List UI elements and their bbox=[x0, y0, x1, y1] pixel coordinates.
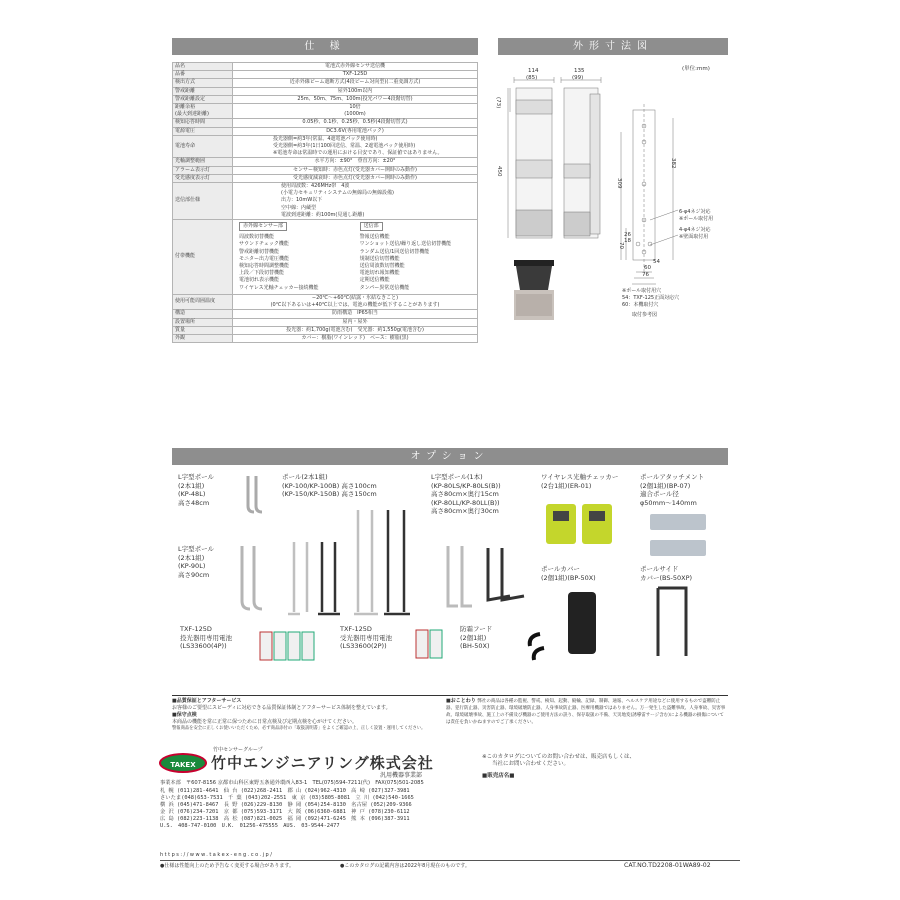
spec-row bbox=[173, 174, 478, 182]
spec-row bbox=[173, 310, 478, 318]
division-name: 汎用機器事業部 bbox=[380, 772, 423, 779]
spec-value: 投光器側=約3年(常温、4遮電池パック使用時) 受光器側=約3年(1日100回送信、常温、2遮電池パック使用時) ※電池寿命は常温時での運用における目安であり、保証値ではありません。 bbox=[233, 135, 478, 158]
note-4: ※壁面取付用 bbox=[679, 234, 709, 240]
spec-row bbox=[173, 158, 478, 166]
spec-table bbox=[172, 62, 478, 343]
option-kp80ls: L字型ポール(1本) (KP-80LS/KP-80LS(B)) 高さ80cm×奥行15cm (KP-80LL/KP-80LL(B)) 高さ80cm×奥行30cm bbox=[431, 473, 501, 516]
option-battery-2p: TXF-125D 受光器用専用電池 (LS33600(2P)) bbox=[340, 625, 392, 651]
function-item: ワイヤレス光軸チェッカー接続機能 bbox=[239, 284, 319, 291]
spec-value: 屋内・屋外 bbox=[233, 318, 478, 326]
dealer-label: ■販売店名■ bbox=[482, 773, 515, 779]
option-bs50xp: ポールサイド カバー(BS-50XP) bbox=[640, 565, 693, 582]
catalog-number: CAT.NO.TD2208-01WA89-02 bbox=[624, 862, 711, 869]
function-item: サウンドチェック機能 bbox=[239, 241, 289, 248]
spec-value: DC3.6V(専用電池パック) bbox=[233, 127, 478, 135]
spec-value: 電池式赤外線センサ送信機 bbox=[233, 63, 478, 71]
dim-135: 135 bbox=[574, 68, 585, 74]
group-label: 竹中センサーグループ bbox=[213, 747, 263, 753]
spec-row bbox=[173, 79, 478, 87]
spec-label: 電源電圧 bbox=[173, 127, 233, 135]
spec-value: 25m、50m、75m、100m(投光パワー4段階切替) bbox=[233, 95, 478, 103]
spec-label: 距離余裕 (最大到達距離) bbox=[173, 104, 233, 119]
dim-76: 76 bbox=[642, 272, 649, 278]
spec-value: −20℃〜+60℃(結露・氷結なきこと) (0℃以下あるいは+40℃以上では、電池の機能が低下することがあります) bbox=[233, 294, 478, 309]
dim-99: (99) bbox=[572, 75, 584, 81]
option-battery-4p: TXF-125D 投光器用専用電池 (LS33600(4P)) bbox=[180, 625, 232, 651]
function-item: 電池切れ表示機能 bbox=[239, 277, 280, 284]
takex-logo: TAKEX bbox=[159, 753, 207, 773]
spec-label: アラーム表示灯 bbox=[173, 166, 233, 174]
dim-26: 26 bbox=[624, 232, 631, 238]
spec-row bbox=[173, 104, 478, 119]
spec-value: 屋外100m以内 bbox=[233, 87, 478, 95]
spec-label: 送信部仕様 bbox=[173, 183, 233, 220]
kp48l-image bbox=[248, 476, 262, 512]
spec-value: 水平方向：±90° 垂直方向：±20° bbox=[233, 158, 478, 166]
function-item: モニター出力電圧機能 bbox=[239, 255, 290, 262]
pole-note-1: ※ポール取付用穴 bbox=[622, 288, 662, 294]
kp80ls-image bbox=[448, 546, 524, 606]
kp90l-image bbox=[242, 546, 262, 609]
spec-row bbox=[173, 166, 478, 174]
pole-note-3: 60：本機取付穴 bbox=[622, 302, 659, 308]
unit-label: (単位:mm) bbox=[682, 66, 710, 72]
option-kp48l: L字型ポール (2本1組) (KP-48L) 高さ48cm bbox=[178, 473, 214, 507]
option-bp07: ポールアタッチメント (2個1組)(BP-07) 適合ポール径 φ50mm〜140mm bbox=[640, 473, 705, 507]
battery-2p-image bbox=[416, 630, 442, 658]
spec-value: 投光器：約1,700g(電池含む) 受光器：約1,550g(電池含む) bbox=[233, 326, 478, 334]
spec-label: 質量 bbox=[173, 326, 233, 334]
website-url[interactable]: https://www.takex-eng.co.jp/ bbox=[160, 852, 274, 858]
dim-70: 70 bbox=[618, 242, 624, 249]
option-bp50x: ポールカバー (2個1組)(BP-50X) bbox=[541, 565, 596, 582]
spec-label: 検出方式 bbox=[173, 79, 233, 87]
spec-label: 設置場所 bbox=[173, 318, 233, 326]
dimension-drawing bbox=[495, 60, 728, 350]
spec-label: 受光感度表示灯 bbox=[173, 174, 233, 182]
dim-114: 114 bbox=[528, 68, 539, 74]
company-name: 竹中エンジニアリング株式会社 bbox=[211, 754, 434, 772]
bottom-note-2: ●このカタログの記載内容は2022年8月現在のものです。 bbox=[340, 863, 470, 869]
warranty-section: ■品質保証とアフターサービス お客様のご要望にスピーディに対応できる品質保証体制とアフターサービス体制を整えています。 ■保守点検 本商品の機能を常に正常に保つために日常点検及び定期点検を心がけてください。 警報商品を安全に正しくお使いいただくため、必ず商品添付の「取扱説明書」をよくご確認の上、正しく設置・運用してください。 bbox=[172, 698, 426, 731]
spec-label: 外観 bbox=[173, 334, 233, 342]
note-1: 6-φ4ネジ対応 bbox=[679, 209, 711, 215]
option-kp90l: L字型ポール (2本1組) (KP-90L) 高さ90cm bbox=[178, 545, 214, 579]
function-item: ワンショット送信/繰り返し送信切替機能 bbox=[359, 241, 452, 248]
spec-label: 検知応答時間 bbox=[173, 119, 233, 127]
spec-value: 受光感度減衰時：赤色点灯(受光器カバー開時のみ動作) bbox=[233, 174, 478, 182]
option-bh50x: 防霜フード (2個1組) (BH-50X) bbox=[460, 625, 493, 651]
er01-image bbox=[546, 504, 612, 544]
spec-row-functions bbox=[173, 220, 478, 295]
dim-73: (73) bbox=[495, 97, 501, 109]
pole-note-2: 54：TXF-125正面対応穴 bbox=[622, 295, 680, 301]
bp07-image bbox=[650, 514, 706, 556]
spec-label: 構造 bbox=[173, 310, 233, 318]
spec-row bbox=[173, 326, 478, 334]
spec-label: 使用可能周囲温度 bbox=[173, 294, 233, 309]
function-item: 警戒距離切替機能 bbox=[239, 248, 280, 255]
spec-row bbox=[173, 183, 478, 220]
spec-label: 警戒距離 bbox=[173, 87, 233, 95]
spec-row bbox=[173, 63, 478, 71]
option-er01: ワイヤレス光軸チェッカー (2台1組)(ER-01) bbox=[541, 473, 619, 490]
option-images bbox=[172, 466, 728, 666]
spec-value: 使用周波数：426MHz帯 4波 (小電力セキュリティシステムの無線局の無線設備) 出力：10mW以下 空中線：内蔵型 電波到達距離：約100m(見通し距離) bbox=[233, 183, 478, 220]
function-item: 警報送信機能 bbox=[359, 234, 390, 241]
spec-row bbox=[173, 318, 478, 326]
function-item: ランダム送信/1回送信切替機能 bbox=[359, 248, 430, 255]
spec-row bbox=[173, 294, 478, 309]
dim-382: 382 bbox=[670, 158, 676, 169]
spec-value: 近赤外線ビーム遮断方式(4段ビーム対向型)(二重変調方式) bbox=[233, 79, 478, 87]
function-item: 上段／下段切替機能 bbox=[239, 270, 285, 277]
note-2: ※ポール取付用 bbox=[679, 216, 714, 222]
spec-row bbox=[173, 135, 478, 158]
option-kp100: ポール(2本1組) (KP-100/KP-100B) 高さ100cm (KP-150/KP-150B) 高さ150cm bbox=[282, 473, 377, 499]
dim-60: 60 bbox=[644, 265, 651, 271]
office-list: 札 幌 (011)281-4641 仙 台 (022)268-2411 郡 山 (024)962-4310 高 崎 (027)327-3981 さいたま(048)653-7531 千 葉 (043)202-2551 東 京 (03)5805-8081 立 川 (042)540-1665 横 浜 (045)471-8467 長 野 (026)229-8130 静 岡 (054)254-8130 名古屋 (052)209-9366 金 沢 (076)234-7201 京 都 (075)593-3171 大 阪 (06)6360-6881 神 戸 (078)230-6112 広 島 (082)223-1138 高 松 (087)821-0025 福 岡 (092)471-6245 熊 本 (096)387-3911 U.S. 408-747-0100 U.K. 01256-475555 AUS. 03-9544-2477 bbox=[160, 788, 414, 830]
battery-4p-image bbox=[260, 632, 314, 660]
spec-value: センサー検知時：赤色点灯(受光器カバー開時のみ動作) bbox=[233, 166, 478, 174]
spec-value: 10倍 (1000m) bbox=[233, 104, 478, 119]
spec-label: 光軸調整範囲 bbox=[173, 158, 233, 166]
hq-address: 事業本部 〒607-8156 京都市山科区東野五条通外環西入83-1 TEL(075)594-7211(代) FAX(075)501-2085 bbox=[160, 780, 424, 786]
spec-value: 防雨構造 IP65相当 bbox=[233, 310, 478, 318]
bs50xp-image bbox=[658, 588, 686, 656]
photo-caption: 取付参考図 bbox=[632, 312, 658, 318]
bottom-note-1: ●仕様は性能向上のため予告なく変更する場合があります。 bbox=[160, 863, 294, 869]
dim-450: 450 bbox=[496, 166, 502, 177]
spec-row bbox=[173, 71, 478, 79]
spec-label: 品名 bbox=[173, 63, 233, 71]
options-header: オプション bbox=[172, 448, 728, 465]
spec-label: 警戒距離設定 bbox=[173, 95, 233, 103]
dim-309: 309 bbox=[616, 178, 622, 189]
spec-row bbox=[173, 334, 478, 342]
spec-value: TXF-125D bbox=[233, 71, 478, 79]
kp100-image bbox=[288, 510, 410, 614]
product-photo bbox=[514, 260, 554, 320]
dim-18: 18 bbox=[624, 238, 631, 244]
dim-54: 54 bbox=[653, 259, 660, 265]
function-group-title: 赤外線センサー部 bbox=[239, 222, 287, 231]
spec-label: 品番 bbox=[173, 71, 233, 79]
spec-row bbox=[173, 95, 478, 103]
function-item: 定期送信機能 bbox=[359, 277, 390, 284]
spec-row bbox=[173, 127, 478, 135]
dim-85: (85) bbox=[526, 75, 538, 81]
bh50x-image bbox=[530, 634, 544, 660]
spec-row bbox=[173, 87, 478, 95]
function-item: 規制送信切替機能 bbox=[359, 255, 400, 262]
notice-section: ■おことわり 弊社の商品は各種の監視、警戒、検知、起動、縦輸、記録、制御、通報、ヘルスケア用途などに使用するもので盗難防止器、犯行防止器、災害防止器、環境破壊防止器、人身事故防止器、医療用機器ではありません。万一発生した盗難事故、人身事故、災害事故、環境破壊事故、施工上の不備及び機器のご使用方法の誤り、保存取扱の不備、天災地変(誘導雷サージ含む)による機器の損傷については責任を負いかねますのでご了承ください。 bbox=[446, 698, 726, 725]
function-item: 周波数切替機能 bbox=[239, 234, 275, 241]
function-item: 電池切れ報知機能 bbox=[359, 270, 400, 277]
spec-value: 0.05秒、0.1秒、0.25秒、0.5秒(4段階切替式) bbox=[233, 119, 478, 127]
function-item: タンパー異常送信機能 bbox=[359, 284, 410, 291]
dims-header: 外形寸法図 bbox=[498, 38, 728, 55]
function-item: 検知応答時間調整機能 bbox=[239, 263, 290, 270]
function-item: 送信周波数切替機能 bbox=[359, 263, 405, 270]
functions-cell bbox=[233, 220, 478, 295]
spec-row bbox=[173, 119, 478, 127]
spec-header: 仕 様 bbox=[172, 38, 478, 55]
bp50x-image bbox=[568, 592, 596, 654]
note-3: 4-φ4ネジ対応 bbox=[679, 227, 711, 233]
spec-label: 電池寿命 bbox=[173, 135, 233, 158]
inquiry-note: ※このカタログについてのお問い合わせは、販売店もしくは、 当社にお問い合わせください。 bbox=[482, 754, 636, 767]
spec-value: カバー：樹脂(ワインレッド) ベース：樹脂(黒) bbox=[233, 334, 478, 342]
spec-label: 付帯機能 bbox=[173, 220, 233, 295]
function-group-title: 送信部 bbox=[360, 222, 383, 231]
